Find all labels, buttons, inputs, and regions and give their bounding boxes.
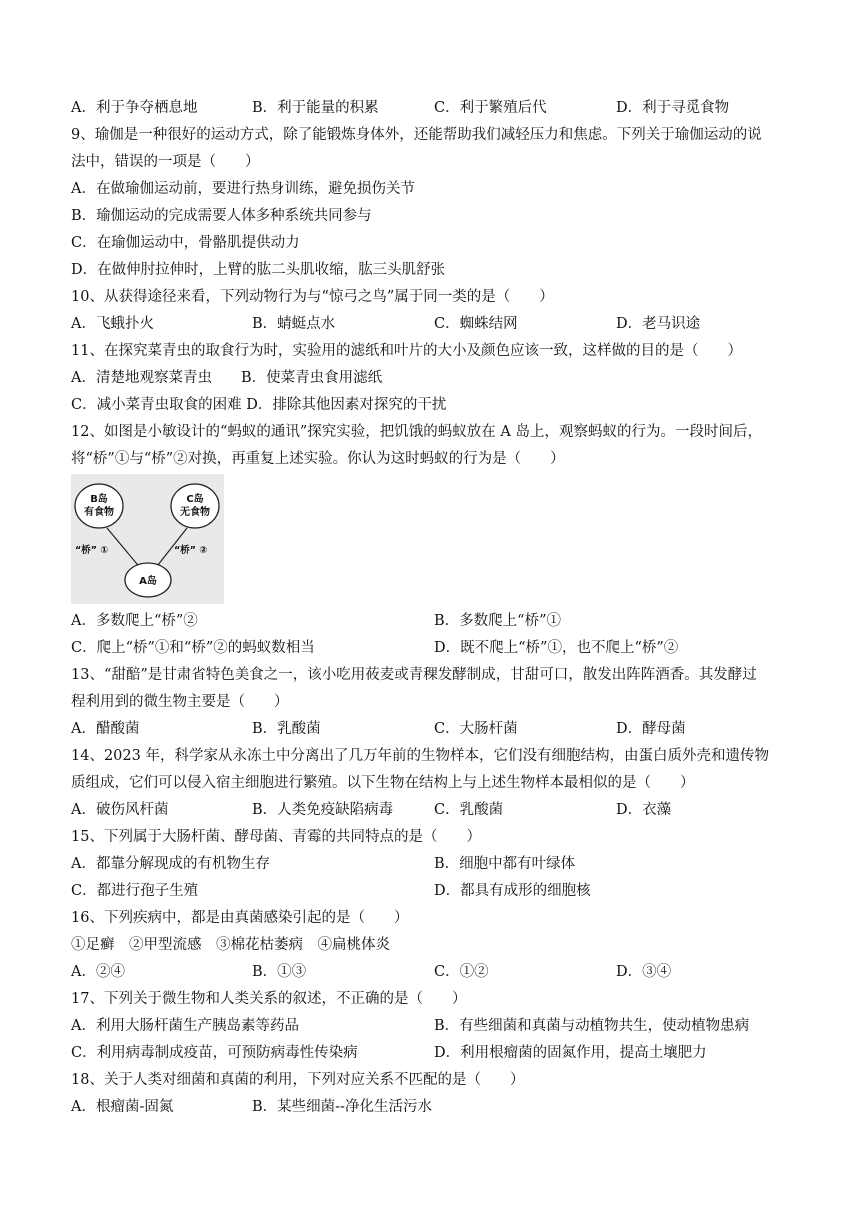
q16-option-b: B．①③ (252, 964, 307, 980)
q10-stem: 10、从获得途径来看，下列动物行为与“惊弓之鸟”属于同一类的是（ ） (71, 289, 554, 305)
q18-option-a: A．根瘤菌-固氮 (71, 1099, 174, 1115)
q9-option-b: B．瑜伽运动的完成需要人体多种系统共同参与 (71, 208, 372, 224)
q17-option-d: D．利用根瘤菌的固氮作用，提高土壤肥力 (434, 1045, 707, 1061)
q14-option-b: B．人类免疫缺陷病毒 (252, 802, 394, 818)
q8-option-c: C．利于繁殖后代 (434, 100, 547, 116)
q10-option-a: A．飞蛾扑火 (71, 316, 154, 332)
q13-option-d: D．酵母菌 (616, 721, 686, 737)
q13-stem-line2: 程利用到的微生物主要是（ ） (71, 694, 289, 710)
q16-option-d: D．③④ (616, 964, 672, 980)
bridge-2-label: “桥” ② (174, 545, 208, 556)
q13-option-c: C．大肠杆菌 (434, 721, 518, 737)
q9-option-a: A．在做瑜伽运动前，要进行热身训练，避免损伤关节 (71, 181, 415, 197)
island-b-label: B岛 (90, 494, 108, 505)
q18-option-b: B．某些细菌--净化生活污水 (252, 1099, 432, 1115)
q9-stem-line1: 9、瑜伽是一种很好的运动方式，除了能锻炼身体外，还能帮助我们减轻压力和焦虑。下列关于瑜伽运动的说 (71, 127, 762, 143)
bridge-1-label: “桥” ① (75, 545, 109, 556)
q10-option-d: D．老马识途 (616, 316, 701, 332)
q11-options-line1: A．清楚地观察菜青虫 B．使菜青虫食用滤纸 (71, 370, 383, 386)
q11-options-line2: C．减小菜青虫取食的困难 D．排除其他因素对探究的干扰 (71, 397, 447, 413)
q9-option-d: D．在做伸肘拉伸时，上臂的肱二头肌收缩，肱三头肌舒张 (71, 262, 446, 278)
island-b (75, 484, 123, 528)
q12-stem-line2: 将“桥”①与“桥”②对换，再重复上述实验。你认为这时蚂蚁的行为是（ ） (71, 451, 565, 467)
q10-option-c: C．蜘蛛结网 (434, 316, 518, 332)
q18-stem: 18、关于人类对细菌和真菌的利用，下列对应关系不匹配的是（ ） (71, 1072, 525, 1088)
q12-option-b: B．多数爬上“桥”① (434, 613, 561, 629)
q12-stem-line1: 12、如图是小敏设计的“蚂蚁的通讯”探究实验，把饥饿的蚂蚁放在 A 岛上，观察蚂蚁的行为。一段时间后， (71, 424, 762, 440)
q12-option-d: D．既不爬上“桥”①，也不爬上“桥”② (434, 640, 679, 656)
q11-stem: 11、在探究菜青虫的取食行为时，实验用的滤纸和叶片的大小及颜色应该一致，这样做的目的是（ ） (71, 343, 742, 359)
q9-stem-line2: 法中，错误的一项是（ ） (71, 154, 260, 170)
ant-bridge-diagram (71, 474, 224, 604)
q15-stem: 15、下列属于大肠杆菌、酵母菌、青霉的共同特点的是（ ） (71, 829, 481, 845)
q12-option-c: C．爬上“桥”①和“桥”②的蚂蚁数相当 (71, 640, 315, 656)
q12-option-a: A．多数爬上“桥”② (71, 613, 198, 629)
island-c (171, 484, 219, 528)
q15-option-b: B．细胞中都有叶绿体 (434, 856, 576, 872)
q8-option-d: D．利于寻觅食物 (616, 100, 730, 116)
island-c-label: C岛 (186, 494, 204, 505)
q17-option-a: A．利用大肠杆菌生产胰岛素等药品 (71, 1018, 299, 1034)
q8-option-a: A．利于争夺栖息地 (71, 100, 198, 116)
q15-option-d: D．都具有成形的细胞核 (434, 883, 591, 899)
q14-option-a: A．破伤风杆菌 (71, 802, 169, 818)
q17-option-b: B．有些细菌和真菌与动植物共生，使动植物患病 (434, 1018, 750, 1034)
island-c-food-label: 无食物 (180, 507, 210, 518)
q17-option-c: C．利用病毒制成疫苗，可预防病毒性传染病 (71, 1045, 358, 1061)
q14-stem-line2: 质组成，它们可以侵入宿主细胞进行繁殖。以下生物在结构上与上述生物样本最相似的是（ ） (71, 775, 695, 791)
q15-option-c: C．都进行孢子生殖 (71, 883, 199, 899)
q16-option-a: A．②④ (71, 964, 125, 980)
q14-stem-line1: 14、2023 年，科学家从永冻土中分离出了几万年前的生物样本，它们没有细胞结构，由蛋白质外壳和遗传物 (71, 748, 769, 764)
q13-stem-line1: 13、“甜醅”是甘肃省特色美食之一，该小吃用莜麦或青稞发酵制成，甘甜可口，散发出阵阵酒香。其发酵过 (71, 667, 757, 683)
q13-option-a: A．醋酸菌 (71, 721, 140, 737)
q14-option-c: C．乳酸菌 (434, 802, 504, 818)
q14-option-d: D．衣藻 (616, 802, 672, 818)
island-a-label: A岛 (139, 576, 157, 587)
q17-stem: 17、下列关于微生物和人类关系的叙述，不正确的是（ ） (71, 991, 467, 1007)
q15-option-a: A．都靠分解现成的有机物生存 (71, 856, 270, 872)
q16-items: ①足癣 ②甲型流感 ③棉花枯萎病 ④扁桃体炎 (71, 937, 390, 953)
q9-option-c: C．在瑜伽运动中，骨骼肌提供动力 (71, 235, 300, 251)
island-b-food-label: 有食物 (84, 507, 114, 518)
q13-option-b: B．乳酸菌 (252, 721, 321, 737)
q8-option-b: B．利于能量的积累 (252, 100, 379, 116)
q16-stem: 16、下列疾病中，都是由真菌感染引起的是（ ） (71, 910, 409, 926)
q16-option-c: C．①② (434, 964, 489, 980)
q10-option-b: B．蜻蜓点水 (252, 316, 336, 332)
